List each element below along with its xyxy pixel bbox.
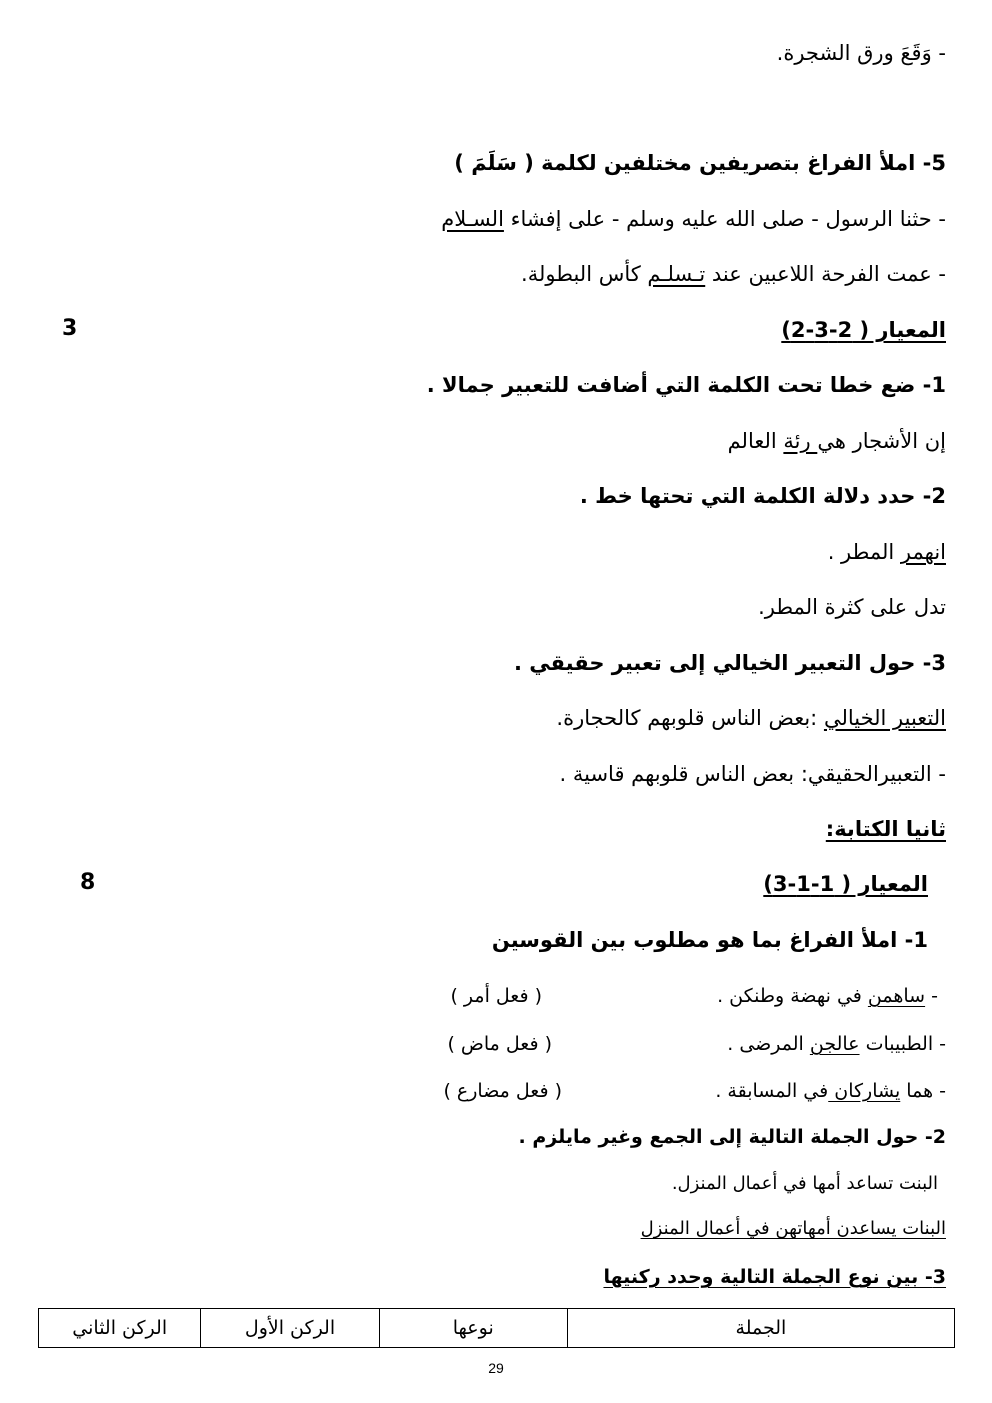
answer-2-word: انهمر xyxy=(900,540,946,564)
answer-3-imaginary xyxy=(556,703,946,733)
sentence-2 xyxy=(521,259,946,289)
table-header-type: نوعها xyxy=(379,1309,567,1348)
criterion-1: المعيار ( 2-3-2) xyxy=(781,318,946,342)
answer-3-real: - التعبيرالحقيقي: بعض الناس قلوبهم قاسية . xyxy=(559,762,946,786)
exercise-3-post: في المسابقة . xyxy=(715,1080,829,1102)
exercise-1-type: ( فعل أمر ) xyxy=(450,985,542,1007)
writing-question-3: 3- بين نوع الجملة التالية وحدد ركنيها xyxy=(603,1266,946,1288)
exercise-3-type: ( فعل مضارع ) xyxy=(443,1080,562,1102)
criterion-1-score: 3 xyxy=(62,316,78,341)
answer-2 xyxy=(828,537,946,567)
question-2: 2- حدد دلالة الكلمة التي تحتها خط . xyxy=(579,484,946,508)
answer-2-rest: المطر . xyxy=(827,540,901,564)
exercise-2-pre: - الطبيبات xyxy=(859,1033,946,1055)
writing-2-answer: البنات يساعدن أمهاتهن في أعمال المنزل xyxy=(640,1218,946,1239)
answer-3-label: التعبير الخيالي xyxy=(823,706,946,730)
sentence-2-text: - عمت الفرحة اللاعبين عند xyxy=(705,262,946,286)
exercise-1-answer: ساهمن xyxy=(867,985,926,1007)
criterion-2: المعيار ( 1-1-3) xyxy=(763,872,928,896)
answer-1-word: رئة xyxy=(783,429,818,453)
question-5: 5- املأ الفراغ بتصريفين مختلفين لكلمة ( سَلَمَ ) xyxy=(454,151,946,175)
sentence-1-text: - حثنا الرسول - صلى الله عليه وسلم - على إفشاء xyxy=(503,207,946,231)
sentence-1 xyxy=(441,204,946,234)
exercise-1-post: في نهضة وطنكن . xyxy=(717,985,868,1007)
exercise-1-pre: - xyxy=(925,985,938,1007)
table-header-row xyxy=(39,1309,955,1348)
section-writing: ثانيا الكتابة: xyxy=(825,817,946,841)
text-line-1: - وَقَعَ ورق الشجرة. xyxy=(776,41,946,65)
sentence-2-end: كأس البطولة. xyxy=(521,262,648,286)
sentence-1-answer: السـلام xyxy=(441,207,504,231)
writing-question-2: 2- حول الجملة التالية إلى الجمع وغير مايلزم . xyxy=(518,1126,946,1148)
page-number: 29 xyxy=(488,1360,504,1376)
answer-1 xyxy=(728,426,946,456)
exercise-3-answer: يشاركان xyxy=(828,1080,901,1102)
criterion-2-score: 8 xyxy=(80,870,96,895)
sentence-analysis-table xyxy=(38,1308,955,1348)
answer-3-text: :بعض الناس قلوبهم كالحجارة. xyxy=(556,706,824,730)
question-1: 1- ضع خطا تحت الكلمة التي أضافت للتعبير جمالا . xyxy=(426,373,946,397)
exercise-1 xyxy=(717,982,938,1010)
table-header-first-pillar: الركن الأول xyxy=(201,1309,379,1348)
answer-1-post: العالم xyxy=(727,429,784,453)
table-header-second-pillar: الركن الثاني xyxy=(39,1309,201,1348)
table-header-sentence: الجملة xyxy=(567,1309,954,1348)
answer-1-pre: إن الأشجار هي xyxy=(817,429,946,453)
exercise-2-post: المرضى . xyxy=(727,1033,810,1055)
question-3: 3- حول التعبير الخيالي إلى تعبير حقيقي . xyxy=(514,651,946,675)
exercise-3-pre: - هما xyxy=(900,1080,946,1102)
exercise-2-type: ( فعل ماض ) xyxy=(447,1033,552,1055)
sentence-2-answer: تـسلـم xyxy=(647,262,706,286)
answer-2-meaning: تدل على كثرة المطر. xyxy=(758,595,946,619)
writing-question-1: 1- املأ الفراغ بما هو مطلوب بين القوسين xyxy=(491,928,928,952)
exercise-2-answer: عالجن xyxy=(809,1033,860,1055)
exercise-3 xyxy=(715,1077,946,1105)
writing-2-sentence: البنت تساعد أمها في أعمال المنزل. xyxy=(671,1173,938,1194)
exercise-2 xyxy=(727,1030,946,1058)
